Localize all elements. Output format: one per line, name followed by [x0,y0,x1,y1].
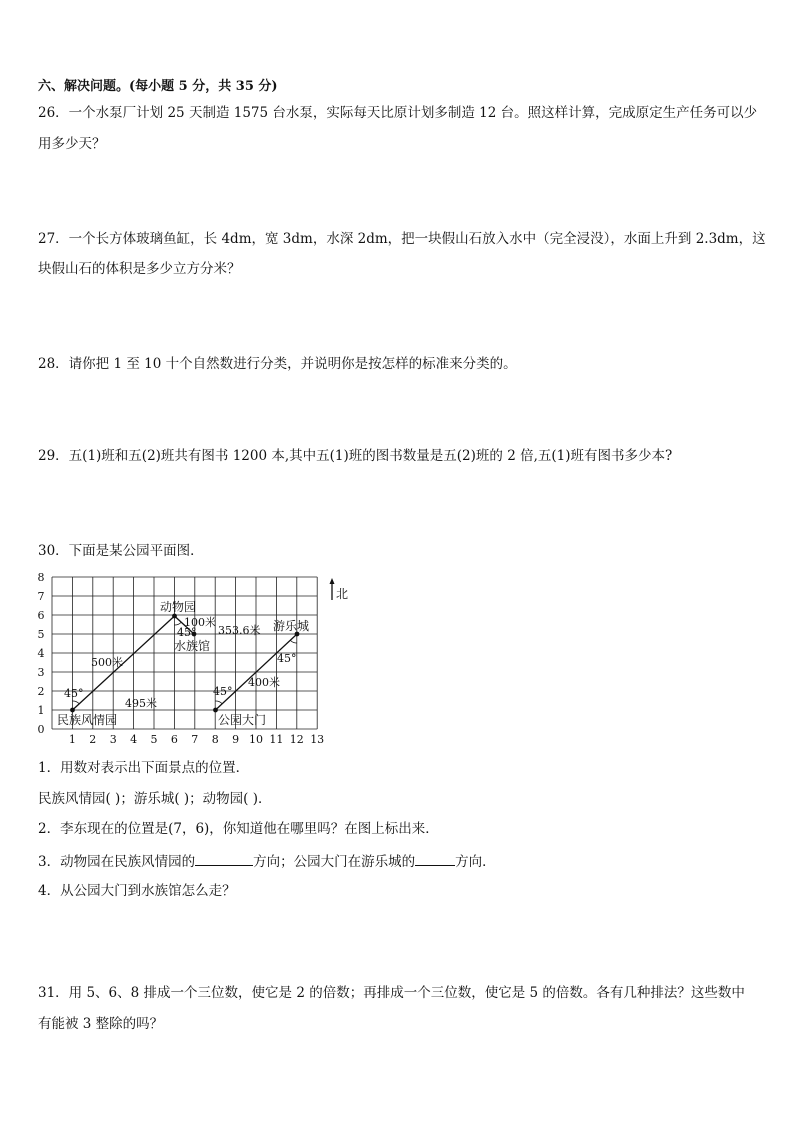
angle-arc-gate [216,701,223,704]
y-tick-label: 0 [37,723,45,736]
angle-minzu: 45° [64,687,84,700]
question-28: 28．请你把 1 至 10 十个自然数进行分类，并说明你是按怎样的标准来分类的。 [38,356,517,372]
sub3-part3: 方向． [455,854,496,870]
park-map [30,568,370,748]
x-tick-label: 13 [310,733,325,746]
point-gate [213,708,218,713]
label-gate: 公园大门 [218,713,267,727]
angle-arc-dongwu [175,623,182,626]
distance-shuizu-youle: 353.6米 [218,624,261,637]
answer-blank-1[interactable] [195,851,253,866]
label-dongwu: 动物园 [160,600,197,614]
angle-gate: 45° [213,685,233,698]
sub3-part2: 方向；公园大门在游乐城的 [253,854,416,870]
question-30-sub1-fill: 民族风情园( )；游乐城( )；动物园( )． [38,791,272,807]
y-tick-label: 4 [37,647,45,660]
distance-dongwu-shuizu: 100米 [184,616,216,629]
y-tick-label: 5 [37,628,45,641]
question-30-sub4: 4．从公园大门到水族馆怎么走？ [38,883,236,899]
x-tick-label: 8 [211,733,219,746]
north-arrow-head [330,578,335,584]
road-minzu-dongwu [73,616,175,710]
x-tick-label: 3 [109,733,117,746]
question-27-line1: 27．一个长方体玻璃鱼缸，长 4dm，宽 3dm，水深 2dm，把一块假山石放入水中（完全浸没），水面上升到 2.3dm，这 [38,231,766,247]
x-axis-ticks [69,733,324,746]
y-tick-label: 1 [37,704,45,717]
question-31-line2: 有能被 3 整除的吗？ [38,1016,164,1032]
distance-gate-youle: 400米 [248,676,280,689]
y-tick-label: 2 [37,685,45,698]
distance-495: 495米 [125,697,157,710]
question-27-line2: 块假山石的体积是多少立方分米？ [38,261,241,277]
y-tick-label: 3 [37,666,45,679]
north-label: 北 [336,587,349,601]
sub3-part1: 3．动物园在民族风情园的 [38,854,196,870]
question-30-sub3 [38,851,496,871]
question-31-line1: 31．用 5、6、8 排成一个三位数，使它是 2 的倍数；再排成一个三位数，使它是 5 的倍数。各有几种排法？这些数中 [38,985,745,1001]
x-tick-label: 11 [269,733,284,746]
x-tick-label: 4 [130,733,138,746]
x-tick-label: 2 [89,733,97,746]
point-minzu [70,708,75,713]
x-tick-label: 9 [232,733,240,746]
answer-blank-2[interactable] [415,851,455,866]
question-30-sub1: 1．用数对表示出下面景点的位置． [38,760,250,776]
y-tick-label: 6 [37,609,45,622]
x-tick-label: 5 [150,733,158,746]
x-tick-label: 12 [289,733,304,746]
question-30-sub2: 2．李东现在的位置是(7，6)，你知道他在哪里吗？在图上标出来． [38,821,439,837]
angle-arc-minzu [73,701,80,704]
angle-dongwu: 45° [177,626,197,639]
question-29: 29．五(1)班和五(2)班共有图书 1200 本,其中五(1)班的图书数量是五(2)班的 2 倍,五(1)班有图书多少本? [38,448,673,464]
angle-arc-youle [291,641,298,644]
section-title: 六、解决问题。(每小题 5 分，共 35 分) [38,79,278,94]
x-tick-label: 7 [191,733,199,746]
angle-youle: 45° [277,652,297,665]
y-axis-ticks [38,571,45,736]
label-youle: 游乐城 [273,619,310,633]
distance-minzu-dongwu: 500米 [91,656,123,669]
x-tick-label: 10 [249,733,263,746]
label-minzu: 民族风情园 [57,713,118,727]
question-26-line2: 用多少天？ [38,136,106,152]
question-30-intro: 30．下面是某公园平面图． [38,543,204,559]
question-26-line1: 26．一个水泵厂计划 25 天制造 1575 台水泵，实际每天比原计划多制造 12 台。照这样计算，完成原定生产任务可以少 [38,105,758,121]
y-tick-label: 7 [37,590,45,603]
label-shuizu: 水族馆 [174,639,211,653]
x-tick-label: 6 [170,733,178,746]
x-tick-label: 1 [68,733,76,746]
y-tick-label: 8 [37,571,45,584]
point-dongwu [172,614,177,619]
